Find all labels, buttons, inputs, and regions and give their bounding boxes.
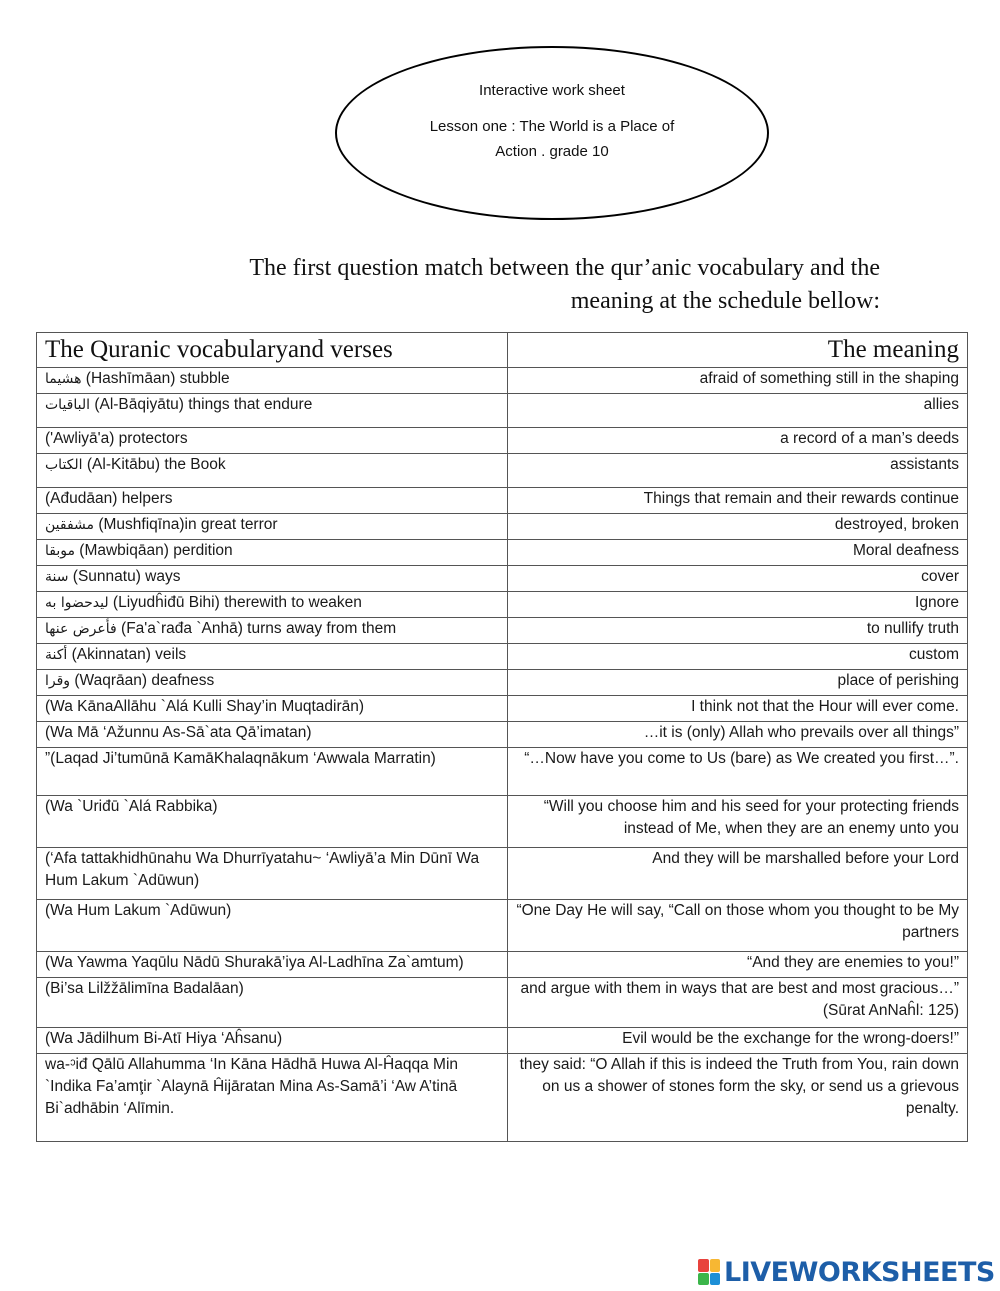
title-oval — [335, 46, 769, 220]
meaning-cell: Evil would be the exchange for the wrong-doers!” — [508, 1028, 968, 1054]
table-row — [37, 566, 968, 592]
vocabulary-cell — [37, 722, 508, 748]
vocabulary-text: (Mushfiqīna)in great terror — [98, 516, 278, 533]
arabic-word: مشفقين — [45, 517, 95, 533]
vocabulary-cell — [37, 514, 508, 540]
table-row — [37, 540, 968, 566]
meaning-cell: to nullify truth — [508, 618, 968, 644]
logo-square — [698, 1273, 709, 1286]
vocabulary-cell — [37, 1028, 508, 1054]
vocabulary-cell — [37, 592, 508, 618]
arabic-word: الباقيات — [45, 397, 91, 413]
meaning-cell: assistants — [508, 454, 968, 488]
question-heading-line2: meaning at the schedule bellow: — [570, 288, 880, 314]
meaning-cell: “And they are enemies to you!” — [508, 952, 968, 978]
worksheet-type: Interactive work sheet — [479, 82, 625, 99]
table-row — [37, 848, 968, 900]
table-row — [37, 748, 968, 796]
table-row — [37, 618, 968, 644]
arabic-word: الكتاب — [45, 457, 83, 473]
vocabulary-text: (Sunnatu) ways — [72, 568, 181, 585]
vocabulary-text: (Bi’sa Lilžžālimīna Badalāan) — [45, 980, 244, 997]
vocabulary-cell — [37, 618, 508, 644]
table-row — [37, 952, 968, 978]
vocabulary-cell — [37, 748, 508, 796]
vocabulary-cell — [37, 900, 508, 952]
arabic-word: أكنة — [45, 647, 68, 663]
vocabulary-text: (Liyudĥiđū Bihi) therewith to weaken — [112, 594, 362, 611]
vocabulary-text: ('Awliyā'a) protectors — [45, 430, 188, 447]
arabic-word: فأعرض عنها — [45, 621, 117, 637]
meaning-cell: Things that remain and their rewards continue — [508, 488, 968, 514]
vocabulary-cell — [37, 394, 508, 428]
meaning-cell: afraid of something still in the shaping — [508, 368, 968, 394]
logo-square — [710, 1259, 721, 1272]
vocabulary-text: (Hashīmāan) stubble — [85, 370, 230, 387]
table-row — [37, 514, 968, 540]
vocabulary-text: (Wa Mā ‘Ažunnu As-Sā`ata Qā’imatan) — [45, 724, 312, 741]
meaning-cell: And they will be marshalled before your Lord — [508, 848, 968, 900]
arabic-word: ليدحضوا به — [45, 595, 109, 611]
vocabulary-text: (Akinnatan) veils — [71, 646, 187, 663]
table-row — [37, 696, 968, 722]
table-row — [37, 394, 968, 428]
vocabulary-text: (Wa Hum Lakum `Adūwun) — [45, 902, 232, 919]
arabic-word: موبقا — [45, 543, 75, 559]
table-row — [37, 368, 968, 394]
vocabulary-cell — [37, 428, 508, 454]
table-row — [37, 796, 968, 848]
table-row — [37, 1054, 968, 1142]
meaning-cell: custom — [508, 644, 968, 670]
vocabulary-text: (Al-Kitābu) the Book — [86, 456, 226, 473]
meaning-cell: “One Day He will say, “Call on those whom you thought to be My partners — [508, 900, 968, 952]
lesson-title: Lesson one : The World is a Place of — [429, 118, 675, 135]
header-meaning: The meaning — [508, 333, 968, 368]
vocabulary-table — [36, 332, 968, 1142]
vocabulary-cell — [37, 670, 508, 696]
table-row — [37, 1028, 968, 1054]
meaning-cell: destroyed, broken — [508, 514, 968, 540]
vocabulary-cell — [37, 978, 508, 1028]
meaning-cell: they said: “O Allah if this is indeed the Truth from You, rain down on us a shower of stones form the sky, or send us a grievous penalty. — [508, 1054, 968, 1142]
logo-icon — [698, 1259, 720, 1285]
table-row — [37, 670, 968, 696]
lesson-grade: Action . grade 10 — [495, 143, 609, 160]
table-row — [37, 454, 968, 488]
vocabulary-cell — [37, 696, 508, 722]
vocabulary-text: (Wa Yawma Yaqūlu Nādū Shurakā’iya Al-Ladhīna Za`amtum) — [45, 954, 464, 971]
meaning-cell: Ignore — [508, 592, 968, 618]
vocabulary-text: (Al-Bāqiyātu) things that endure — [94, 396, 313, 413]
meaning-cell: allies — [508, 394, 968, 428]
meaning-cell: “…Now have you come to Us (bare) as We created you first…”. — [508, 748, 968, 796]
meaning-cell: …it is (only) Allah who prevails over all things” — [508, 722, 968, 748]
vocabulary-text: ”(Laqad Ji’tumūnā KamāKhalaqnākum ‘Awwala Marratin) — [45, 750, 436, 767]
meaning-cell: cover — [508, 566, 968, 592]
meaning-cell: and argue with them in ways that are best and most gracious…” (Sūrat AnNaĥl: 125) — [508, 978, 968, 1028]
table-row — [37, 592, 968, 618]
table-row — [37, 722, 968, 748]
vocabulary-text: (Ađudāan) helpers — [45, 490, 173, 507]
meaning-cell: a record of a man’s deeds — [508, 428, 968, 454]
vocabulary-cell — [37, 952, 508, 978]
vocabulary-cell — [37, 566, 508, 592]
vocabulary-cell — [37, 368, 508, 394]
vocabulary-text: (‘Afa tattakhidhūnahu Wa Dhurrīyatahu~ ‘Awliyā’a Min Dūnī Wa Hum Lakum `Adūwun) — [45, 850, 480, 889]
meaning-cell: place of perishing — [508, 670, 968, 696]
arabic-word: وقرا — [45, 673, 71, 689]
meaning-cell: “Will you choose him and his seed for your protecting friends instead of Me, when they are an enemy unto you — [508, 796, 968, 848]
vocabulary-text: wa-ᵓiđ Qālū Allahumma ‘In Kāna Hādhā Huwa Al-Ĥaqqa Min `Indika Fa’amţir `Alaynā Ĥijāratan Mina As-Samā’i ‘Aw A’tinā Bi`adhābin ‘Alīmin. — [45, 1056, 459, 1117]
vocabulary-cell — [37, 540, 508, 566]
vocabulary-text: (Wa KānaAllāhu `Alá Kulli Shay’in Muqtadirān) — [45, 698, 365, 715]
vocabulary-cell — [37, 848, 508, 900]
vocabulary-text: (Fa'a`rađa `Anhā) turns away from them — [121, 620, 397, 637]
vocabulary-cell — [37, 488, 508, 514]
liveworksheets-logo — [698, 1257, 998, 1287]
meaning-cell: Moral deafness — [508, 540, 968, 566]
logo-text: LIVEWORKSHEETS — [724, 1256, 995, 1288]
logo-square — [710, 1273, 721, 1286]
vocabulary-cell — [37, 454, 508, 488]
header-vocabulary: The Quranic vocabularyand verses — [37, 333, 508, 368]
vocabulary-cell — [37, 644, 508, 670]
vocabulary-text: (Wa `Uriđū `Alá Rabbika) — [45, 798, 218, 815]
table-row — [37, 900, 968, 952]
table-header-row — [37, 333, 968, 368]
table-row — [37, 644, 968, 670]
meaning-cell: I think not that the Hour will ever come. — [508, 696, 968, 722]
table-row — [37, 428, 968, 454]
table-row — [37, 978, 968, 1028]
vocabulary-text: (Mawbiqāan) perdition — [79, 542, 233, 559]
vocabulary-cell — [37, 796, 508, 848]
vocabulary-cell — [37, 1054, 508, 1142]
table-row — [37, 488, 968, 514]
vocabulary-text: (Wa Jādilhum Bi-Atī Hiya ‘Aĥsanu) — [45, 1030, 283, 1047]
logo-square — [698, 1259, 709, 1272]
vocabulary-text: (Waqrāan) deafness — [74, 672, 215, 689]
arabic-word: هشيما — [45, 371, 82, 387]
question-heading-line1: The first question match between the qur’anic vocabulary and the — [249, 255, 880, 281]
arabic-word: سنة — [45, 569, 69, 585]
